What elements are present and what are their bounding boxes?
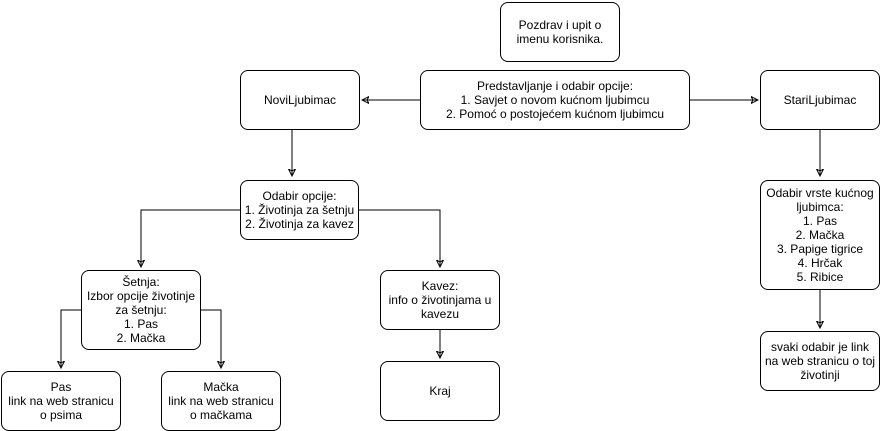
macka-line-2: link na web stranicu xyxy=(168,394,274,408)
arrow-setnja-to-macka xyxy=(201,310,221,368)
kavez-node xyxy=(380,270,500,330)
vrste-line-5: 3. Papige tigrice xyxy=(776,242,864,256)
vrste-line-3: 1. Pas xyxy=(802,214,838,228)
pas-line-3: o psima xyxy=(39,408,83,422)
setnja-line-3: za šetnju: xyxy=(115,303,167,317)
arrow-odabir-to-setnja xyxy=(141,210,240,267)
svaki-odabir-node xyxy=(760,331,880,391)
greeting-line-1: Pozdrav i upit o xyxy=(518,18,602,32)
odabir-line-2: 1. Životinja za šetnju xyxy=(244,203,355,217)
setnja-line-4: 1. Pas xyxy=(123,317,159,331)
vrste-ljubimca-node xyxy=(760,180,880,290)
svaki-line-3: životinji xyxy=(800,368,840,382)
kavez-line-3: kavezu xyxy=(420,307,460,321)
intro-line-2: 1. Savjet o novom kućnom ljubimcu xyxy=(460,93,650,107)
kavez-line-1: Kavez: xyxy=(421,279,459,293)
novi-ljubimac-node xyxy=(240,70,360,130)
arrow-odabir-to-kavez xyxy=(359,210,440,267)
odabir-opcije-node xyxy=(240,180,359,240)
vrste-line-7: 5. Ribice xyxy=(796,270,844,284)
macka-node xyxy=(161,371,281,431)
kraj-label: Kraj xyxy=(429,384,451,398)
kavez-line-2: info o životinjama u xyxy=(388,293,492,307)
arrow-setnja-to-pas xyxy=(61,310,81,368)
pas-node xyxy=(1,371,121,431)
vrste-line-1: Odabir vrste kućnog xyxy=(766,186,874,200)
intro-node xyxy=(420,70,690,130)
setnja-node xyxy=(81,270,201,350)
setnja-line-2: Izbor opcije životinje xyxy=(86,289,196,303)
setnja-line-5: 2. Mačka xyxy=(116,331,166,345)
macka-line-3: o mačkama xyxy=(189,408,253,422)
vrste-line-2: ljubimca: xyxy=(796,200,844,214)
novi-ljubimac-label: NoviLjubimac xyxy=(263,93,337,107)
odabir-line-3: 2. Životinja za kavez xyxy=(245,217,354,231)
odabir-line-1: Odabir opcije: xyxy=(262,189,337,203)
stari-ljubimac-label: StariLjubimac xyxy=(783,93,857,107)
intro-line-1: Predstavljanje i odabir opcije: xyxy=(476,79,634,93)
greeting-node xyxy=(500,2,620,62)
pas-line-2: link na web stranicu xyxy=(8,394,114,408)
pas-line-1: Pas xyxy=(50,380,72,394)
intro-line-3: 2. Pomoć o postojećem kućnom ljubimcu xyxy=(445,107,665,121)
stari-ljubimac-node xyxy=(760,70,880,130)
vrste-line-4: 2. Mačka xyxy=(795,228,845,242)
greeting-line-2: imenu korisnika. xyxy=(516,32,604,46)
svaki-line-1: svaki odabir je link xyxy=(770,340,870,354)
kraj-node xyxy=(380,361,500,421)
svaki-line-2: na web stranicu o toj xyxy=(764,354,876,368)
setnja-line-1: Šetnja: xyxy=(122,275,160,289)
macka-line-1: Mačka xyxy=(203,380,239,394)
vrste-line-6: 4. Hrčak xyxy=(797,256,843,270)
